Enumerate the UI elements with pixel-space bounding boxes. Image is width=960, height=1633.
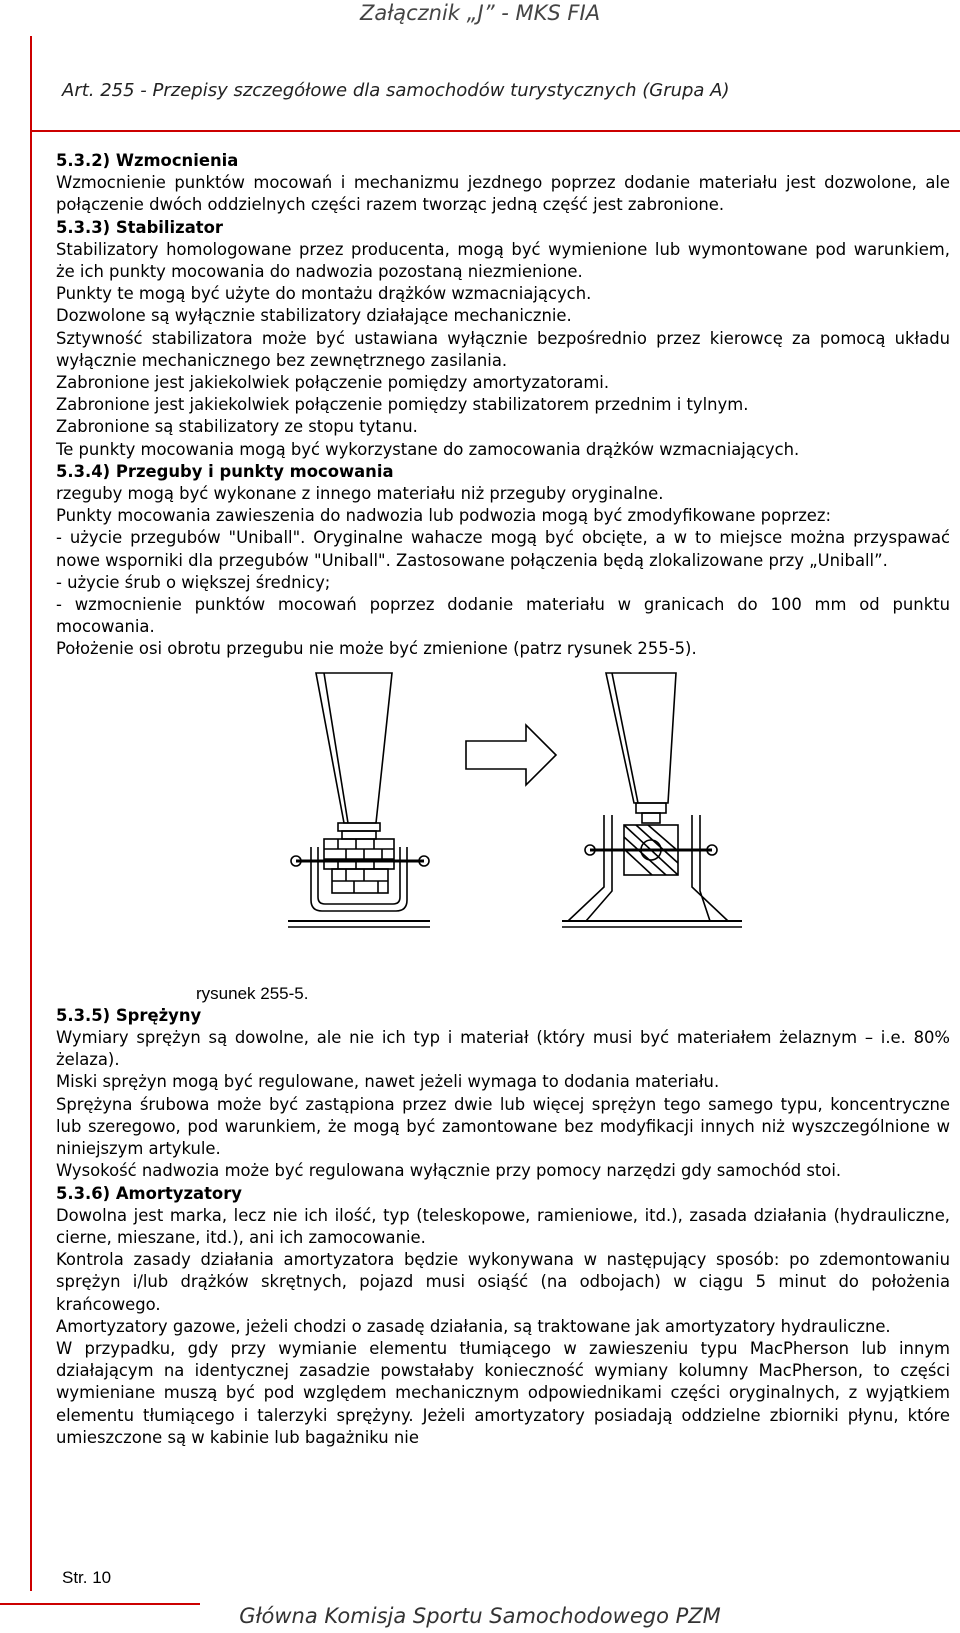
article-title: Art. 255 - Przepisy szczegółowe dla samochodów turystycznych (Grupa A) — [62, 80, 730, 101]
paragraph: Amortyzatory gazowe, jeżeli chodzi o zasadę działania, są traktowane jak amortyzatory hydrauliczne. — [56, 1316, 891, 1336]
paragraph: - użycie przegubów "Uniball". Oryginalne wahacze mogą być obcięte, a w to miejsce można przyspawać nowe wsporniki dla przegubów "Uniball". Zastosowane połączenia będą zlokalizowane przy „Uniball”. — [56, 528, 950, 570]
left-margin-line — [30, 36, 32, 1591]
paragraph: Zabronione są stabilizatory ze stopu tytanu. — [56, 417, 418, 437]
uniball-mounting-drawing — [56, 665, 950, 983]
paragraph: rzeguby mogą być wykonane z innego materiału niż przeguby oryginalne. — [56, 484, 664, 504]
paragraph: Sprężyna śrubowa może być zastąpiona przez dwie lub więcej sprężyn tego samego typu, koncentryczne lub szeregowo, pod warunkiem, że mogą być zamontowane bez modyfikacji innych niż wyszczególnione w niniejszym artykule. — [56, 1094, 950, 1159]
annex-title: Załącznik „J” - MKS FIA — [359, 1, 601, 25]
new-bracket-left-drawing — [568, 815, 612, 921]
new-bracket-right-drawing — [692, 815, 728, 921]
paragraph: Położenie osi obrotu przegubu nie może być zmienione (patrz rysunek 255-5). — [56, 639, 697, 659]
paragraph: Stabilizatory homologowane przez producenta, mogą być wymienione lub wymontowane pod warunkiem, że ich punkty mocowania do nadwozia pozostaną niezmienione. — [56, 239, 950, 282]
paragraph: - użycie śrub o większej średnicy; — [56, 572, 331, 592]
bracket-drawing — [311, 847, 407, 911]
figure-255-5 — [56, 665, 950, 983]
heading-5-3-6: 5.3.6) Amortyzatory — [56, 1183, 242, 1203]
paragraph: Dowolna jest marka, lecz nie ich ilość, typ (teleskopowe, ramieniowe, itd.), zasada działania (hydrauliczne, cierne, mieszane, itd.), ani ich zamocowanie. — [56, 1205, 950, 1247]
paragraph: Punkty te mogą być użyte do montażu drążków wzmacniających. — [56, 284, 592, 304]
paragraph: Wysokość nadwozia może być regulowana wyłącznie przy pomocy narzędzi gdy samochód stoi. — [56, 1161, 842, 1181]
page-number: Str. 10 — [62, 1568, 112, 1587]
paragraph: Kontrola zasady działania amortyzatora będzie wykonywana w następujący sposób: po zdemontowaniu sprężyn i/lub drążków skrętnych, pojazd musi osiąść (na odbojach) w ciągu 5 minut do położenia krańcowego. — [56, 1250, 950, 1314]
heading-5-3-5: 5.3.5) Sprężyny — [56, 1005, 202, 1025]
paragraph: Zabronione jest jakiekolwiek połączenie pomiędzy amortyzatorami. — [56, 373, 610, 393]
paragraph: Miski sprężyn mogą być regulowane, nawet jeżeli wymaga to dodania materiału. — [56, 1072, 720, 1092]
paragraph: W przypadku, gdy przy wymianie elementu tłumiącego w zawieszeniu typu MacPherson lub innym działającym na identycznej zasadzie powstałaby konieczność wymiany kolumny MacPherson, to części wymieniane muszą być pod względem mechanicznym odpowiednikami części oryginalnych, z wyjątkiem elementu tłumiącego i talerzyki sprężyny. Jeżeli amortyzatory posiadają oddzielne zbiorniki płynu, które umieszczone są w kabinie lub bagażniku nie — [56, 1338, 950, 1447]
figure-caption: rysunek 255-5. — [196, 983, 309, 1003]
heading-5-3-3: 5.3.3) Stabilizator — [56, 217, 223, 237]
header-rule — [30, 130, 960, 132]
heading-5-3-2: 5.3.2) Wzmocnienia — [56, 151, 239, 170]
footer-organization: Główna Komisja Sportu Samochodowego PZM — [239, 1604, 721, 1628]
arrow-icon — [466, 725, 556, 785]
heading-5-3-4: 5.3.4) Przeguby i punkty mocowania — [56, 461, 394, 481]
paragraph: Sztywność stabilizatora może być ustawiana wyłącznie bezpośrednio przez kierowcę za pomocą układu wyłącznie mechanicznego bez zewnętrznego zasilania. — [56, 328, 950, 370]
paragraph: Wzmocnienie punktów mocowań i mechanizmu jezdnego poprzez dodanie materiału jest dozwolone, ale połączenie dwóch oddzielnych części razem tworząc jedną część jest zabronione. — [56, 173, 950, 215]
paragraph: - wzmocnienie punktów mocowań poprzez dodanie materiału w granicach do 100 mm od punktu mocowania. — [56, 595, 950, 637]
document-body — [56, 150, 950, 1449]
paragraph: Te punkty mocowania mogą być wykorzystane do zamocowania drążków wzmacniających. — [56, 439, 800, 459]
paragraph: Punkty mocowania zawieszenia do nadwozia lub podwozia mogą być zmodyfikowane poprzez: — [56, 506, 832, 526]
paragraph: Wymiary sprężyn są dowolne, ale nie ich typ i materiał (który musi być materiałem żelaznym – i.e. 80% żelaza). — [56, 1028, 950, 1070]
paragraph: Dozwolone są wyłącznie stabilizatory działające mechanicznie. — [56, 306, 572, 326]
paragraph: Zabronione jest jakiekolwiek połączenie pomiędzy stabilizatorem przednim i tylnym. — [56, 395, 749, 415]
rubber-bush-drawing — [324, 839, 394, 893]
